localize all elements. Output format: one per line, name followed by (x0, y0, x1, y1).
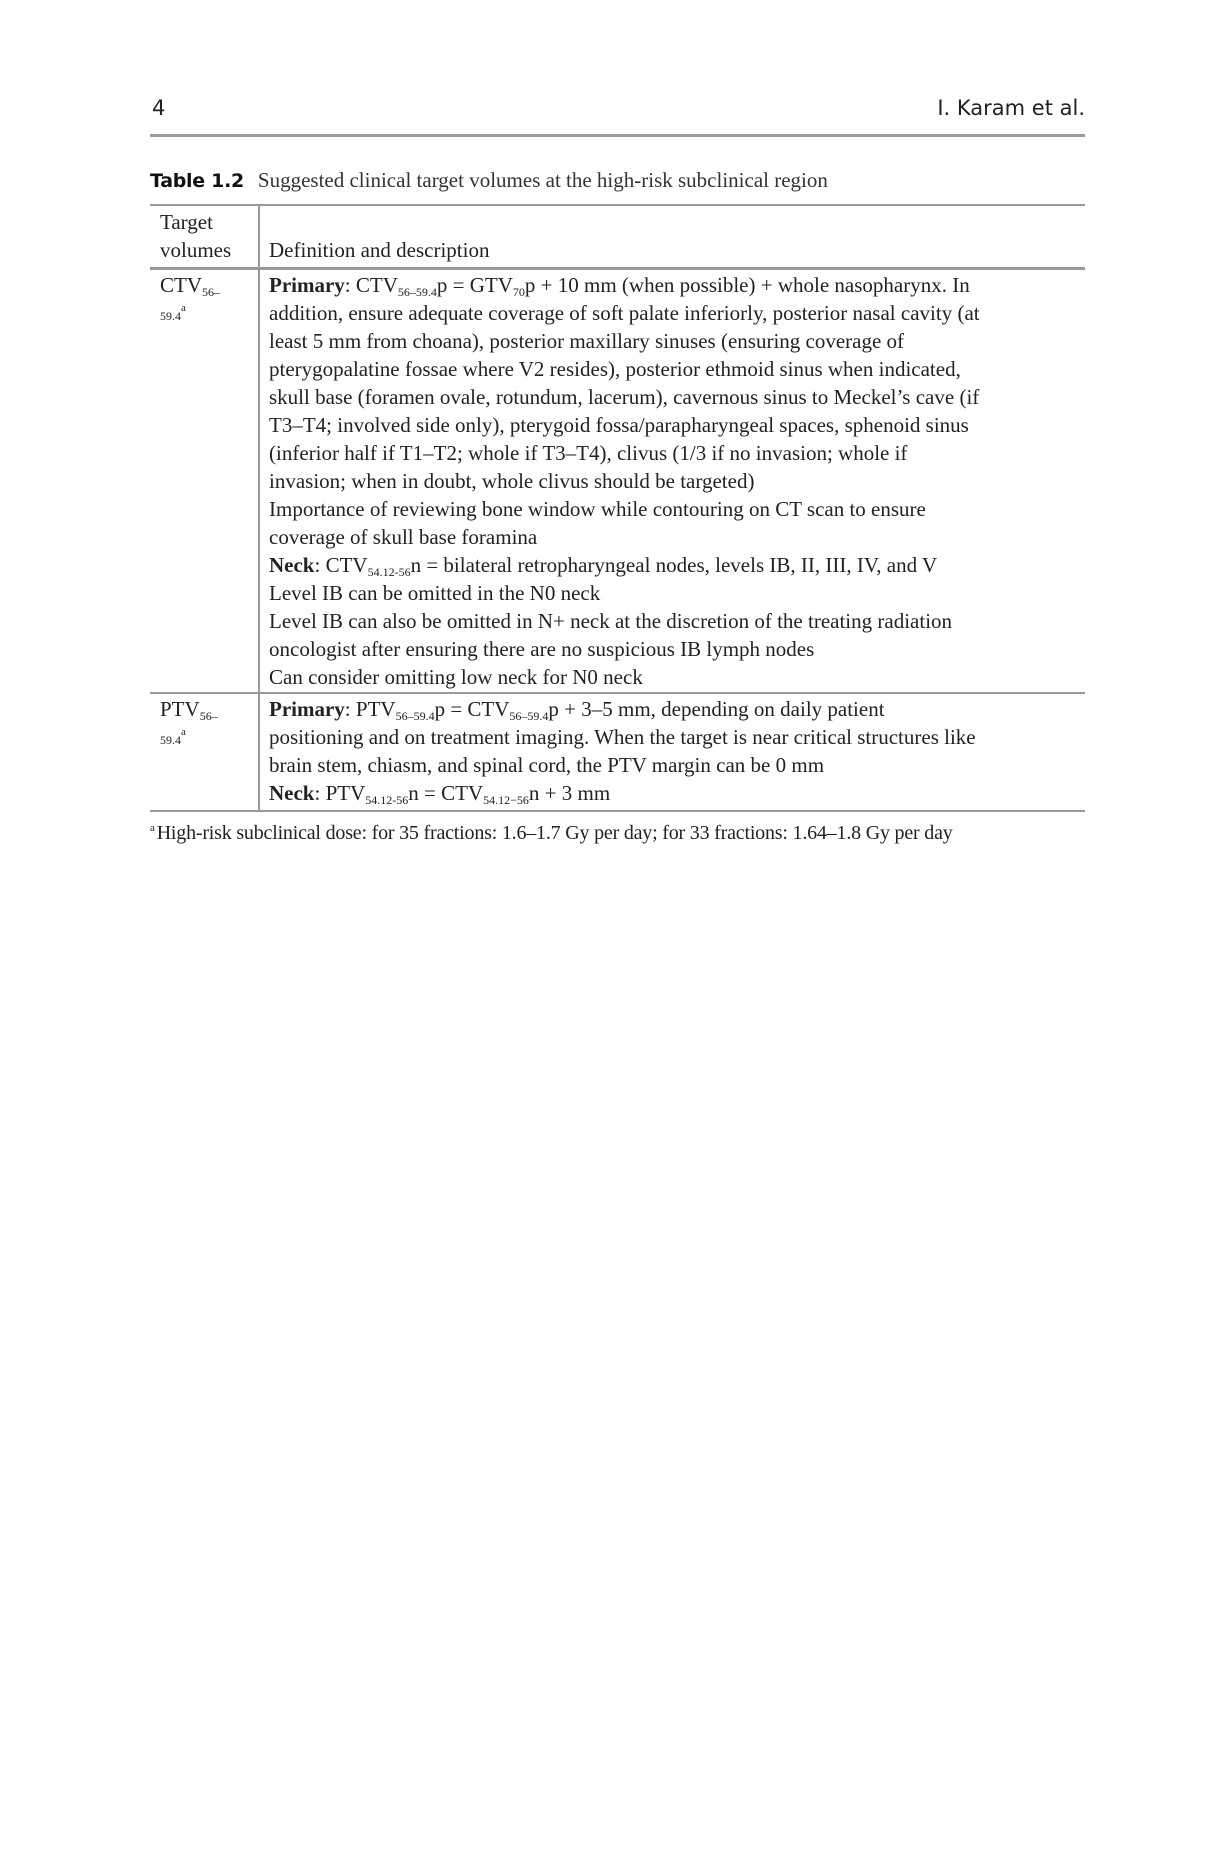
table-label: Table 1.2 (150, 170, 244, 192)
table-row (150, 693, 1085, 811)
row-definition-ptv: Primary: $PTV_{56-59.4}p = CTV_{56-59.4}p + 3-5$ mm, depending on daily patient positioning and on treatment imaging. When the target is near critical structures like brain stem, chiasm, and spinal cord, the PTV margin can be 0 mm Neck: $PTV_{54.12-56}n = CTV_{54.12-56}n + 3$ mm (259, 693, 1085, 811)
target-volumes-table (150, 204, 1085, 812)
header-definition: Definition and description (259, 205, 1085, 269)
row-definition-ctv: Primary: $CTV_{56-59.4}p = GTV_{70}p + 10$ mm (when possible) + whole nasopharynx. In addition, ensure adequate coverage of soft palate inferiorly, posterior nasal cavity (at least 5 mm from choana), posterior maxillary sinuses (ensuring coverage of pterygopalatine fossae where V2 resides), posterior ethmoid sinus when indicated, skull base (foramen ovale, rotundum, lacerum), cavernous sinus to Meckel’s cave (if T3–T4; involved side only), pterygoid fossa/parapharyngeal spaces, sphenoid sinus (inferior half if T1–T2; whole if T3–T4), clivus (1/3 if no invasion; whole if invasion; when in doubt, whole clivus should be targeted) Importance of reviewing bone window while contouring on CT scan to ensure coverage of skull base foramina Neck: $CTV_{54.12-56}n$ = bilateral retropharyngeal nodes, levels IB, II, III, IV, and V Level IB can be omitted in the N0 neck Level IB can also be omitted in N+ neck at the discretion of the treating radiation oncologist after ensuring there are no suspicious IB lymph nodes Can consider omitting low neck for N0 neck (259, 269, 1085, 694)
footnote-text: High-risk subclinical dose: for 35 fractions: 1.6–1.7 Gy per day; for 33 fractions: 1.64–1.8 Gy per day (156, 822, 953, 844)
running-header-authors: I. Karam et al. (937, 96, 1085, 120)
header-rule (150, 134, 1085, 137)
table-header-row (150, 205, 1085, 269)
table-row (150, 269, 1085, 694)
row-name-ptv: $PTV_{56-}$ 59.4$^a$ (150, 693, 259, 811)
footnote-marker: a (150, 822, 155, 834)
table-caption (150, 168, 1085, 193)
page-number: 4 (152, 96, 166, 120)
running-header (150, 96, 1085, 126)
row-name-ctv: $CTV_{56-}$ 59.4$^a$ (150, 269, 259, 694)
table-footnote (150, 822, 1085, 845)
header-target-volumes: Target volumes (150, 205, 259, 269)
table-title: Suggested clinical target volumes at the high-risk subclinical region (257, 168, 828, 192)
